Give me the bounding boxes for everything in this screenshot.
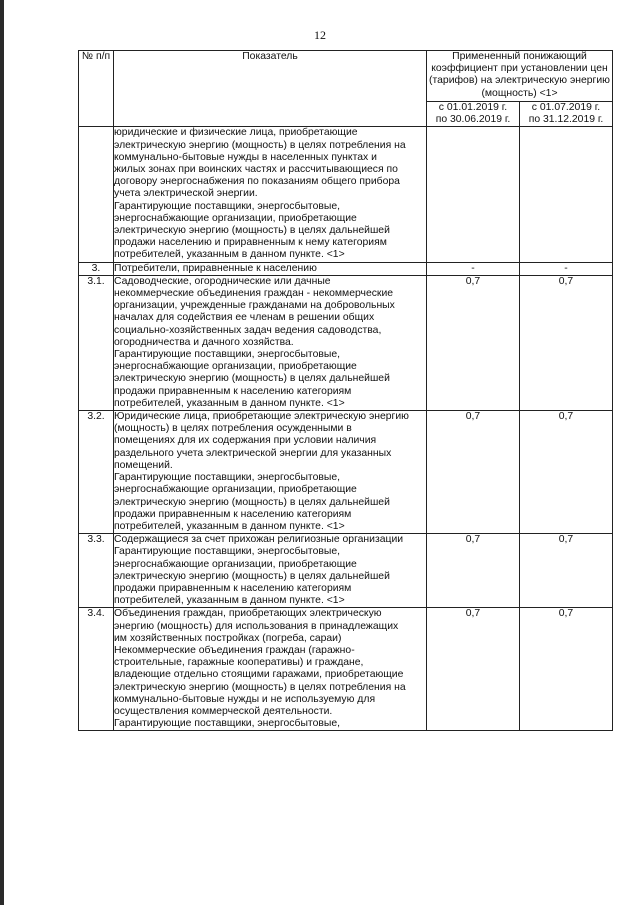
header-indicator: Показатель <box>114 51 427 127</box>
row-value-period-1: - <box>427 262 520 275</box>
row-value-period-2 <box>520 127 613 262</box>
row-indicator: Объединения граждан, приобретающих электрическую энергию (мощность) для использования в принадлежащих им хозяйственных постройках (погреба, сараи) Некоммерческие объединения граждан (гаражно- строительные, гаражные кооперативы) и граждане, владеющие отдельно стоящими гаражами, приобретающие электрическую энергию (мощность) в целях потребления на коммунально-бытовые нужды и не используемую для осуществления коммерческой деятельности. Гарантирующие поставщики, энергосбытовые, <box>114 608 427 731</box>
row-indicator: юридические и физические лица, приобретающие электрическую энергию (мощность) в целях потребления на коммунально-бытовые нужды в населенных пунктах и жилых зонах при воинских частях и рассчитывающиеся по договору энергоснабжения по показаниям общего прибора учета электрической энергии. Гарантирующие поставщики, энергосбытовые, энергоснабжающие организации, приобретающие электрическую энергию (мощность) в целях дальнейшей продажи населению и приравненным к нему категориям потребителей, указанным в данном пункте. <1> <box>114 127 427 262</box>
table-row <box>79 411 613 534</box>
row-num <box>79 127 114 262</box>
page-number: 12 <box>314 28 326 42</box>
row-value-period-2: 0,7 <box>520 534 613 608</box>
row-value-period-1: 0,7 <box>427 411 520 534</box>
row-value-period-2: 0,7 <box>520 411 613 534</box>
table-row <box>79 275 613 410</box>
row-indicator: Содержащиеся за счет прихожан религиозные организации Гарантирующие поставщики, энергосбытовые, энергоснабжающие организации, приобретающие электрическую энергию (мощность) в целях дальнейшей продажи приравненным к населению категориям потребителей, указанным в данном пункте. <1> <box>114 534 427 608</box>
row-value-period-1: 0,7 <box>427 275 520 410</box>
table-row <box>79 262 613 275</box>
header-num: № п/п <box>79 51 114 127</box>
row-num: 3. <box>79 262 114 275</box>
scan-left-edge <box>0 0 4 905</box>
row-value-period-2: - <box>520 262 613 275</box>
table-row <box>79 127 613 262</box>
row-indicator: Юридические лица, приобретающие электрическую энергию (мощность) в целях потребления осужденными в помещениях для их содержания при условии наличия раздельного учета электрической энергии для указанных помещений. Гарантирующие поставщики, энергосбытовые, энергоснабжающие организации, приобретающие электрическую энергию (мощность) в целях дальнейшей продажи приравненным к населению категориям потребителей, указанным в данном пункте. <1> <box>114 411 427 534</box>
header-period-2: с 01.07.2019 г. по 31.12.2019 г. <box>520 102 613 127</box>
row-indicator: Садоводческие, огороднические или дачные некоммерческие объединения граждан - некоммерческие организации, учрежденные гражданами на добровольных началах для содействия ее членам в решении общих социально-хозяйственных задач ведения садоводства, огородничества и дачного хозяйства. Гарантирующие поставщики, энергосбытовые, энергоснабжающие организации, приобретающие электрическую энергию (мощность) в целях дальнейшей продажи приравненным к населению категориям потребителей, указанным в данном пункте. <1> <box>114 275 427 410</box>
row-indicator: Потребители, приравненные к населению <box>114 262 427 275</box>
row-num: 3.3. <box>79 534 114 608</box>
table-row <box>79 608 613 731</box>
row-num: 3.4. <box>79 608 114 731</box>
row-num: 3.2. <box>79 411 114 534</box>
row-value-period-2: 0,7 <box>520 275 613 410</box>
table-row <box>79 534 613 608</box>
row-value-period-1: 0,7 <box>427 534 520 608</box>
row-num: 3.1. <box>79 275 114 410</box>
row-value-period-2: 0,7 <box>520 608 613 731</box>
header-coefficient-group: Примененный понижающий коэффициент при установлении цен (тарифов) на электрическую энергию (мощность) <1> <box>427 51 613 102</box>
header-period-1: с 01.01.2019 г. по 30.06.2019 г. <box>427 102 520 127</box>
coefficients-table <box>78 50 613 731</box>
row-value-period-1: 0,7 <box>427 608 520 731</box>
table-header-row <box>79 51 613 102</box>
row-value-period-1 <box>427 127 520 262</box>
